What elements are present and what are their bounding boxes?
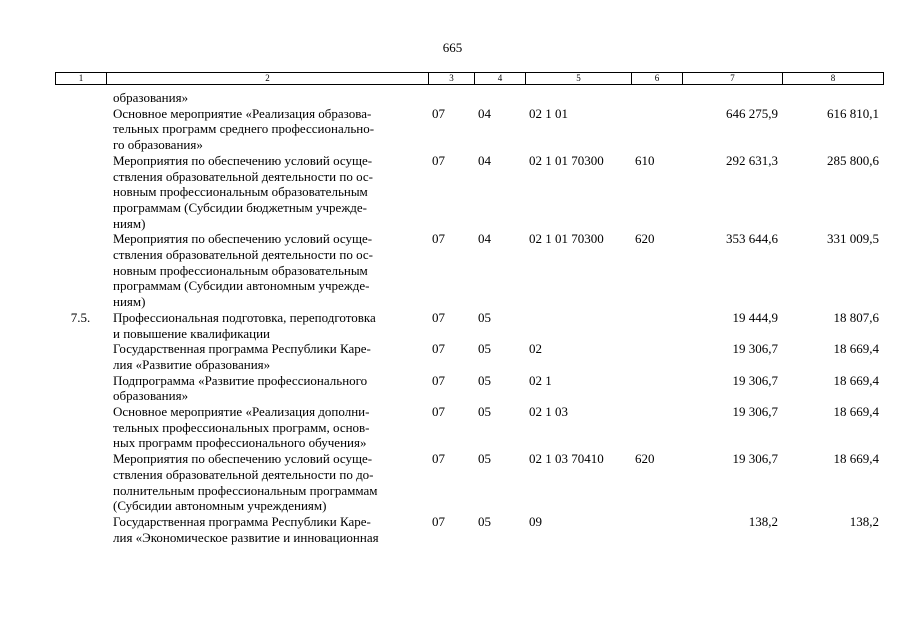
- section-code: [428, 90, 474, 106]
- column-header-8: 8: [783, 73, 884, 85]
- amount-col-8: 616 810,1: [827, 105, 879, 121]
- row-name: Профессиональная подготовка, переподготовка и повышение квалификации: [113, 309, 376, 341]
- column-header-row: [56, 73, 884, 85]
- row-name: Мероприятия по обеспечению условий осуще- ствления образовательной деятельности по ос- новным профессиональным образовательным программам (Субсидии бюджетным учрежде- ниям): [113, 152, 373, 231]
- row-name: Мероприятия по обеспечению условий осуще- ствления образовательной деятельности по ос- новным профессиональным образовательным программам (Субсидии автономным учрежде- ниям): [113, 231, 373, 310]
- subsection-code: 04: [478, 152, 491, 168]
- amount-col-7: 19 306,7: [732, 341, 778, 357]
- amount-col-8: [782, 90, 883, 106]
- amount-col-7: 19 306,7: [732, 451, 778, 467]
- table-row: [55, 90, 883, 106]
- subsection-code: 04: [478, 231, 491, 247]
- target-article-code: 02 1 01 70300: [529, 152, 604, 168]
- row-number: [55, 451, 106, 514]
- table-row: [55, 341, 883, 372]
- amount-col-7: 138,2: [748, 513, 778, 529]
- section-code: 07: [432, 105, 445, 121]
- column-header-1: 1: [56, 73, 107, 85]
- amount-col-7: 19 306,7: [732, 372, 778, 388]
- column-header-6: 6: [632, 73, 683, 85]
- subsection-code: 05: [478, 404, 491, 420]
- row-number: [55, 341, 106, 372]
- expense-type-code: [631, 514, 682, 545]
- target-article-code: 02 1 01 70300: [529, 231, 604, 247]
- expense-type-code: 620: [635, 451, 655, 467]
- subsection-code: [474, 90, 525, 106]
- column-header-5: 5: [526, 73, 632, 85]
- column-header-3: 3: [429, 73, 475, 85]
- amount-col-7: 353 644,6: [726, 231, 778, 247]
- column-header-7: 7: [683, 73, 783, 85]
- section-code: 07: [432, 451, 445, 467]
- section-code: 07: [432, 513, 445, 529]
- row-name: Мероприятия по обеспечению условий осуще- ствления образовательной деятельности по до- полнительным профессиональным программам (Субсидии автономным учреждениям): [113, 451, 378, 514]
- subsection-code: 05: [478, 309, 491, 325]
- subsection-code: 05: [478, 451, 491, 467]
- amount-col-8: 18 669,4: [833, 451, 879, 467]
- target-article-code: [525, 90, 631, 106]
- amount-col-8: 18 669,4: [833, 372, 879, 388]
- amount-col-8: 138,2: [849, 513, 879, 529]
- row-number: [55, 153, 106, 232]
- expense-type-code: 620: [635, 231, 655, 247]
- row-name: образования»: [113, 90, 189, 105]
- target-article-code: 02 1 03 70410: [529, 451, 604, 467]
- table-row: [55, 310, 883, 341]
- table-row: [55, 231, 883, 310]
- target-article-code: 09: [529, 513, 542, 529]
- row-name: Государственная программа Республики Каре- лия «Развитие образования»: [113, 341, 371, 372]
- amount-col-7: 19 306,7: [732, 404, 778, 420]
- section-code: 07: [432, 372, 445, 388]
- amount-col-8: 18 669,4: [833, 341, 879, 357]
- target-article-code: 02 1 01: [529, 105, 568, 121]
- row-number: [55, 373, 106, 404]
- section-code: 07: [432, 341, 445, 357]
- table-row: [55, 451, 883, 514]
- section-code: 07: [432, 309, 445, 325]
- column-header-table: [55, 72, 884, 85]
- row-name: Основное мероприятие «Реализация образова- тельных программ среднего профессионально- го образования»: [113, 105, 375, 153]
- table-row: [55, 106, 883, 153]
- amount-col-7: 292 631,3: [726, 152, 778, 168]
- expense-type-code: [631, 373, 682, 404]
- expense-type-code: [631, 341, 682, 372]
- budget-table: [55, 90, 883, 545]
- amount-col-8: 285 800,6: [827, 152, 879, 168]
- amount-col-7: 19 444,9: [732, 309, 778, 325]
- target-article-code: 02 1 03: [529, 404, 568, 420]
- row-number: 7.5.: [70, 309, 91, 325]
- target-article-code: 02: [529, 341, 542, 357]
- expense-type-code: [631, 404, 682, 451]
- amount-col-7: 646 275,9: [726, 105, 778, 121]
- table-row: [55, 153, 883, 232]
- expense-type-code: 610: [635, 152, 655, 168]
- table-row: [55, 373, 883, 404]
- target-article-code: [525, 310, 631, 341]
- row-number: [55, 90, 106, 106]
- column-header-4: 4: [475, 73, 526, 85]
- column-header-2: 2: [107, 73, 429, 85]
- section-code: 07: [432, 152, 445, 168]
- row-number: [55, 106, 106, 153]
- expense-type-code: [631, 310, 682, 341]
- subsection-code: 05: [478, 513, 491, 529]
- amount-col-8: 18 669,4: [833, 404, 879, 420]
- section-code: 07: [432, 404, 445, 420]
- expense-type-code: [631, 106, 682, 153]
- section-code: 07: [432, 231, 445, 247]
- row-name: Государственная программа Республики Каре- лия «Экономическое развитие и инновационная: [113, 513, 379, 545]
- page-number: 665: [442, 40, 463, 55]
- amount-col-8: 331 009,5: [827, 231, 879, 247]
- subsection-code: 05: [478, 341, 491, 357]
- table-row: [55, 514, 883, 545]
- row-name: Основное мероприятие «Реализация дополни- тельных профессиональных программ, основ- ных программ профессионального обучения»: [113, 404, 370, 451]
- row-number: [55, 514, 106, 545]
- target-article-code: 02 1: [529, 372, 552, 388]
- subsection-code: 05: [478, 372, 491, 388]
- row-number: [55, 404, 106, 451]
- table-row: [55, 404, 883, 451]
- subsection-code: 04: [478, 105, 491, 121]
- expense-type-code: [631, 90, 682, 106]
- row-name: Подпрограмма «Развитие профессионального образования»: [113, 372, 368, 404]
- amount-col-8: 18 807,6: [833, 309, 879, 325]
- row-number: [55, 231, 106, 310]
- amount-col-7: [682, 90, 782, 106]
